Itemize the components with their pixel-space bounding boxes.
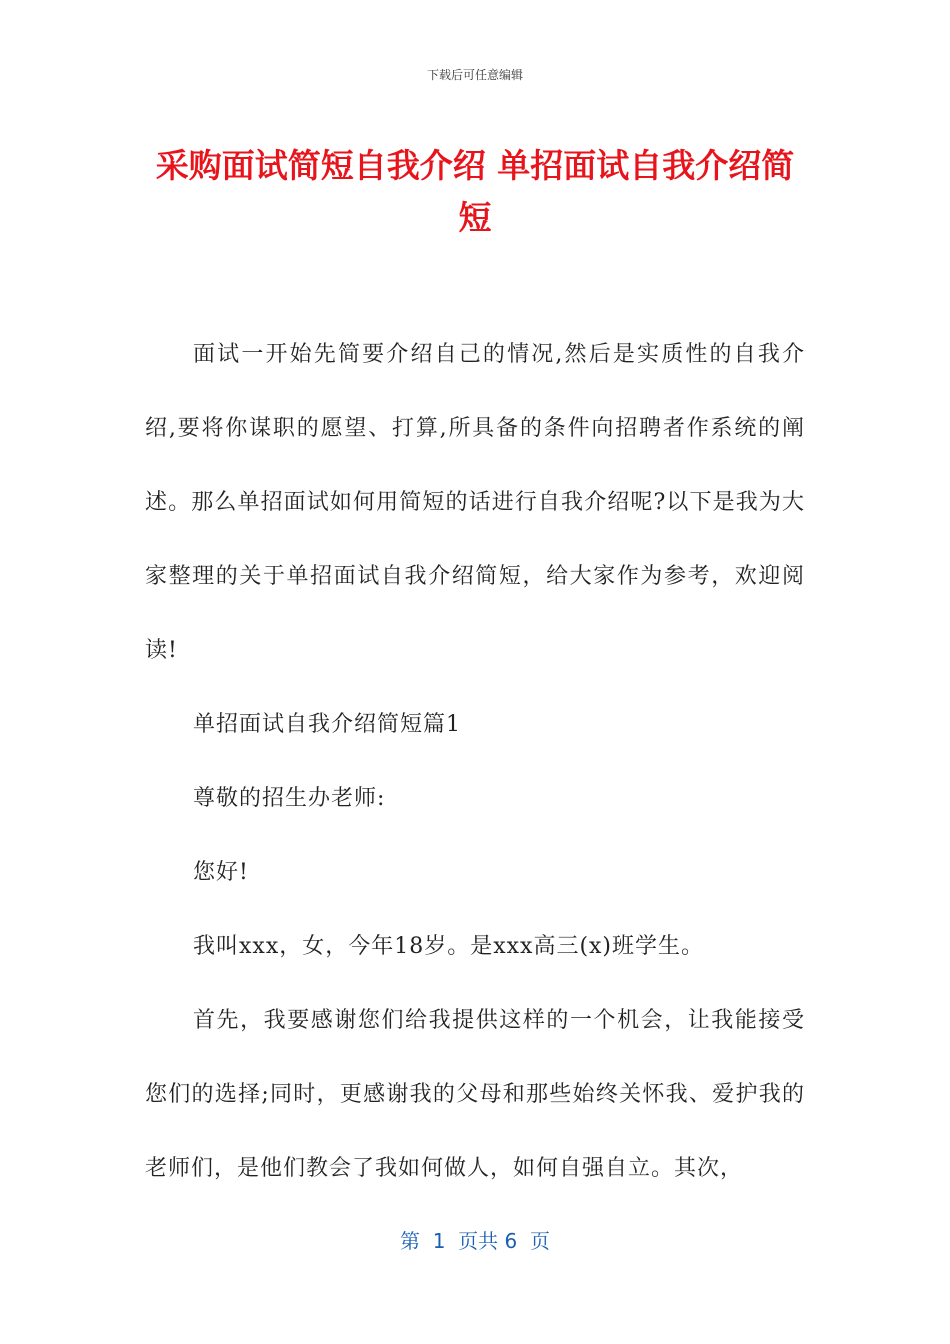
intro-paragraph: 面试一开始先简要介绍自己的情况,然后是实质性的自我介绍,要将你谋职的愿望、打算,所具备的条件向招聘者作系统的阐述。那么单招面试如何用简短的话进行自我介绍呢?以下是我为大家整理的关于单招面试自我介绍简短，给大家作为参考，欢迎阅读! bbox=[145, 342, 805, 663]
greeting: 您好! bbox=[193, 860, 249, 885]
self-intro-paragraph: 我叫xxx，女，今年18岁。是xxx高三(x)班学生。 bbox=[193, 934, 705, 959]
document-title: 采购面试简短自我介绍 单招面试自我介绍简短 bbox=[155, 146, 795, 237]
section-heading: 单招面试自我介绍简短篇1 bbox=[193, 712, 461, 737]
salutation: 尊敬的招生办老师: bbox=[193, 786, 386, 811]
page-number: 第 1 页共 6 页 bbox=[400, 1229, 550, 1253]
document-body bbox=[145, 318, 805, 1206]
header-note: 下载后可任意编辑 bbox=[426, 68, 523, 82]
thanks-paragraph: 首先，我要感谢您们给我提供这样的一个机会，让我能接受您们的选择;同时，更感谢我的父母和那些始终关怀我、爱护我的老师们，是他们教会了我如何做人，如何自强自立。其次， bbox=[145, 1008, 805, 1181]
